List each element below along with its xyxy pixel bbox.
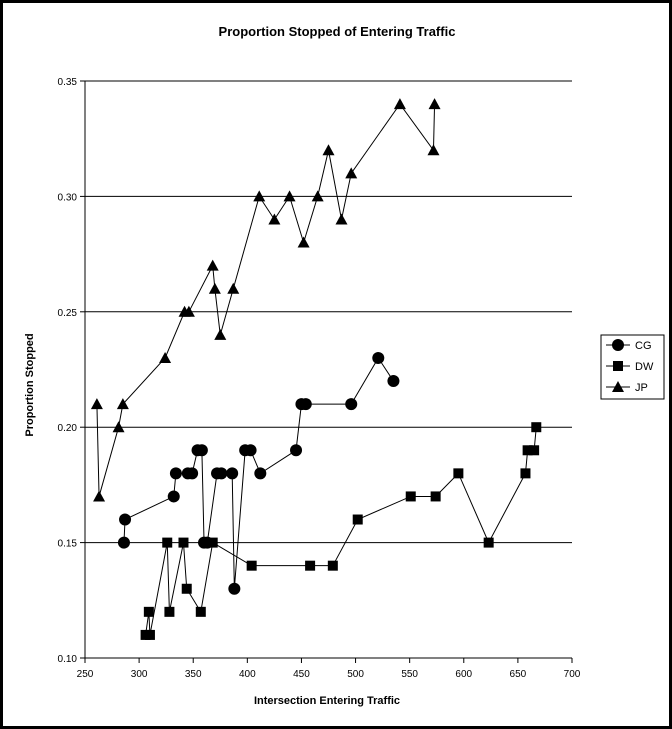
y-tick-label: 0.20 — [57, 423, 77, 435]
point-jp — [298, 237, 310, 248]
point-dw — [529, 445, 539, 455]
point-dw — [182, 584, 192, 594]
point-jp — [227, 283, 239, 294]
y-tick-label: 0.25 — [57, 307, 77, 319]
legend-marker-dw — [613, 361, 623, 371]
point-jp — [429, 98, 441, 109]
x-tick-label: 650 — [509, 669, 527, 680]
legend-label-cg: CG — [635, 340, 652, 352]
point-dw — [164, 607, 174, 617]
point-cg — [119, 514, 131, 526]
point-dw — [431, 491, 441, 501]
series-line-jp — [97, 104, 435, 496]
x-tick-label: 500 — [347, 669, 364, 680]
point-jp — [209, 283, 221, 294]
point-jp — [159, 352, 171, 363]
point-cg — [186, 467, 198, 479]
chart-title: Proportion Stopped of Entering Traffic — [218, 24, 456, 39]
point-cg — [168, 490, 180, 502]
point-jp — [345, 167, 357, 178]
point-dw — [162, 538, 172, 548]
x-tick-label: 450 — [293, 669, 310, 680]
y-tick-labels — [58, 77, 78, 665]
point-jp — [207, 260, 219, 271]
x-tick-label: 600 — [455, 669, 473, 680]
point-dw — [531, 422, 541, 432]
point-jp — [323, 144, 335, 155]
point-dw — [145, 630, 155, 640]
x-tick-label: 550 — [401, 669, 419, 680]
x-tick-label: 250 — [76, 669, 94, 680]
point-jp — [427, 144, 439, 155]
chart-frame — [3, 3, 669, 726]
series-layer — [91, 98, 541, 640]
legend — [601, 335, 664, 399]
x-tick-label: 350 — [184, 669, 202, 680]
point-jp — [394, 98, 406, 109]
x-tick-label: 700 — [563, 669, 581, 680]
point-cg — [372, 352, 384, 364]
point-dw — [406, 491, 416, 501]
point-cg — [345, 398, 357, 410]
point-dw — [196, 607, 206, 617]
y-tick-label: 0.15 — [57, 538, 77, 550]
point-cg — [215, 467, 227, 479]
point-cg — [387, 375, 399, 387]
x-tick-label: 300 — [130, 669, 148, 680]
legend-label-dw: DW — [635, 361, 654, 373]
point-cg — [226, 467, 238, 479]
point-dw — [305, 561, 315, 571]
point-dw — [353, 515, 363, 525]
series-cg — [118, 352, 399, 595]
x-tick-labels — [77, 669, 581, 680]
point-cg — [300, 398, 312, 410]
point-jp — [93, 490, 105, 501]
point-cg — [228, 583, 240, 595]
point-dw — [520, 468, 530, 478]
y-tick-label: 0.30 — [57, 192, 77, 204]
point-cg — [170, 467, 182, 479]
x-tick-label: 400 — [238, 669, 256, 680]
point-jp — [268, 213, 280, 224]
point-jp — [91, 398, 103, 409]
point-dw — [484, 538, 494, 548]
point-jp — [214, 329, 226, 340]
point-dw — [144, 607, 154, 617]
legend-label-jp: JP — [635, 382, 648, 394]
y-tick-label: 0.10 — [57, 654, 77, 665]
point-dw — [247, 561, 257, 571]
point-dw — [328, 561, 338, 571]
point-dw — [208, 538, 218, 548]
point-dw — [178, 538, 188, 548]
legend-marker-cg — [612, 339, 624, 351]
point-cg — [290, 444, 302, 456]
point-cg — [254, 467, 266, 479]
y-tick-label: 0.35 — [57, 77, 77, 88]
y-axis-label: Proportion Stopped — [24, 333, 36, 437]
series-jp — [91, 98, 441, 501]
point-cg — [245, 444, 257, 456]
chart-svg — [3, 3, 669, 726]
point-jp — [335, 213, 347, 224]
point-dw — [453, 468, 463, 478]
point-cg — [196, 444, 208, 456]
axes — [80, 81, 572, 663]
x-axis-label: Intersection Entering Traffic — [253, 695, 401, 707]
point-cg — [118, 537, 130, 549]
